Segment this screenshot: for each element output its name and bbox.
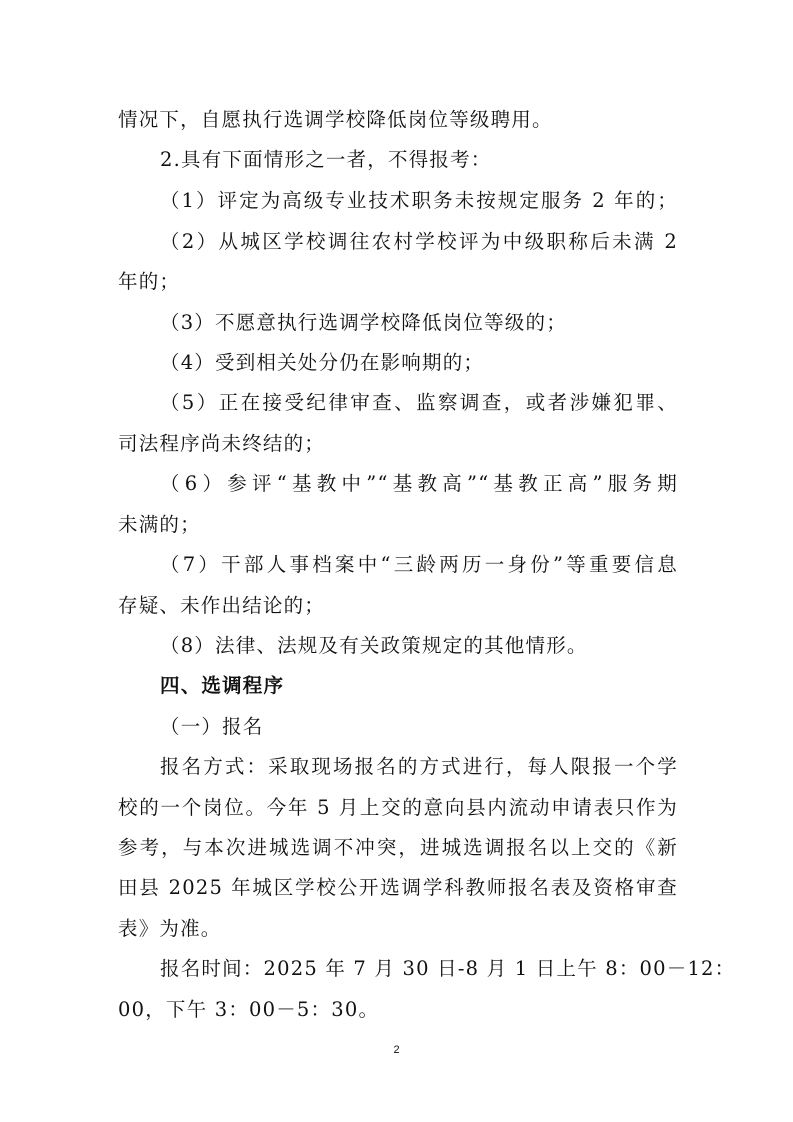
text-line: （6）参评“基教中”“基教高”“基教正高”服务期 [160,472,678,495]
text-line: 存疑、未作出结论的； [118,594,326,617]
text-line: （1）评定为高级专业技术职务未按规定服务 2 年的； [160,189,678,212]
text-line: 田县 2025 年城区学校公开选调学科教师报名表及资格审查 [118,876,678,899]
text-line: （4）受到相关处分仍在影响期的； [160,351,485,374]
text-line: （3）不愿意执行选调学校降低岗位等级的； [160,311,567,334]
text-line: （7）干部人事档案中“三龄两历一身份”等重要信息 [160,553,678,576]
text-line: 参考，与本次进城选调不冲突，进城选调报名以上交的《新 [118,836,678,859]
text-line: 年的； [118,270,181,293]
text-line: 校的一个岗位。今年 5 月上交的意向县内流动申请表只作为 [118,796,678,819]
text-line: 报名时间：2025 年 7 月 30 日-8 月 1 日上午 8：00－12： [160,957,736,980]
text-line: 司法程序尚未终结的； [118,432,326,455]
text-line: 情况下，自愿执行选调学校降低岗位等级聘用。 [118,108,553,131]
text-line: 表》为准。 [118,917,222,940]
text-line: （2）从城区学校调往农村学校评为中级职称后未满 2 [160,230,678,253]
text-line: （8）法律、法规及有关政策规定的其他情形。 [160,634,588,657]
text-line: 未满的； [118,513,201,536]
section-heading: 四、选调程序 [160,674,285,697]
text-line: 2.具有下面情形之一者，不得报考： [160,148,492,171]
subsection-heading: （一）报名 [160,715,264,738]
text-line: （5）正在接受纪律审查、监察调查，或者涉嫌犯罪、 [160,391,678,414]
text-line: 00，下午 3：00－5：30。 [118,998,380,1021]
text-line: 报名方式：采取现场报名的方式进行，每人限报一个学 [160,755,678,778]
page-number: 2 [393,1044,400,1056]
